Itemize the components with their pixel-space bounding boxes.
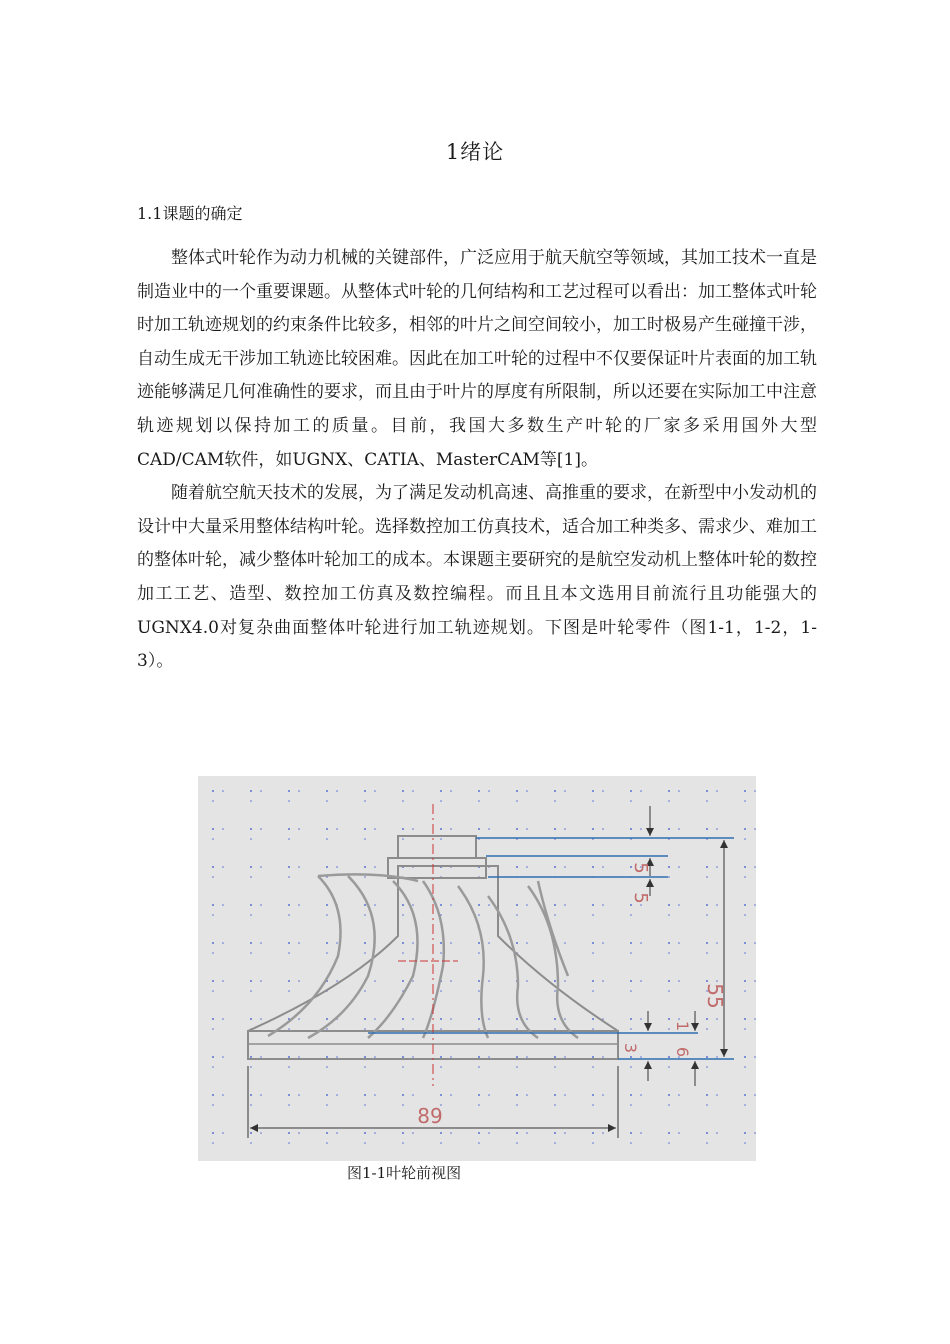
grid-background [198, 776, 756, 1161]
width-dimension-label: 89 [417, 1104, 443, 1128]
base-right-2-label: 6 [673, 1046, 692, 1058]
impeller-front-view-figure [198, 776, 756, 1161]
paragraph-2: 随着航空航天技术的发展，为了满足发动机高速、高推重的要求，在新型中小发动机的设计中大量采用整体结构叶轮。选择数控加工仿真技术，适合加工种类多、需求少、难加工的整体叶轮，减少整体叶轮加工的成本。本课题主要研究的是航空发动机上整体叶轮的数控加工工艺、造型、数控加工仿真及数控编程。而且且本文选用目前流行且功能强大的UGNX4.0对复杂曲面整体叶轮进行加工轨迹规划。下图是叶轮零件（图1-1，1-2，1-3）。 [137, 483, 817, 672]
chapter-title: 1绪论 [445, 140, 505, 164]
figure-caption: 图1-1叶轮前视图 [347, 1164, 462, 1182]
top-step-1-label: 5 [630, 862, 651, 874]
body-text [137, 242, 817, 679]
top-step-2-label: 5 [630, 892, 651, 904]
impeller-drawing [198, 776, 756, 1161]
paragraph-1: 整体式叶轮作为动力机械的关键部件，广泛应用于航天航空等领域，其加工技术一直是制造业中的一个重要课题。从整体式叶轮的几何结构和工艺过程可以看出：加工整体式叶轮时加工轨迹规划的约束条件比较多，相邻的叶片之间空间较小，加工时极易产生碰撞干涉，自动生成无干涉加工轨迹比较困难。因此在加工叶轮的过程中不仅要保证叶片表面的加工轨迹能够满足几何准确性的要求，而且由于叶片的厚度有所限制，所以还要在实际加工中注意轨迹规划以保持加工的质量。目前，我国大多数生产叶轮的厂家多采用国外大型CAD/CAM软件，如UGNX、CATIA、MasterCAM等[1]。 [137, 248, 817, 470]
base-left-label: 3 [621, 1042, 640, 1054]
section-title: 1.1课题的确定 [137, 204, 243, 223]
height-dimension-label: 55 [703, 983, 727, 1009]
base-right-1-label: 1 [673, 1020, 692, 1032]
